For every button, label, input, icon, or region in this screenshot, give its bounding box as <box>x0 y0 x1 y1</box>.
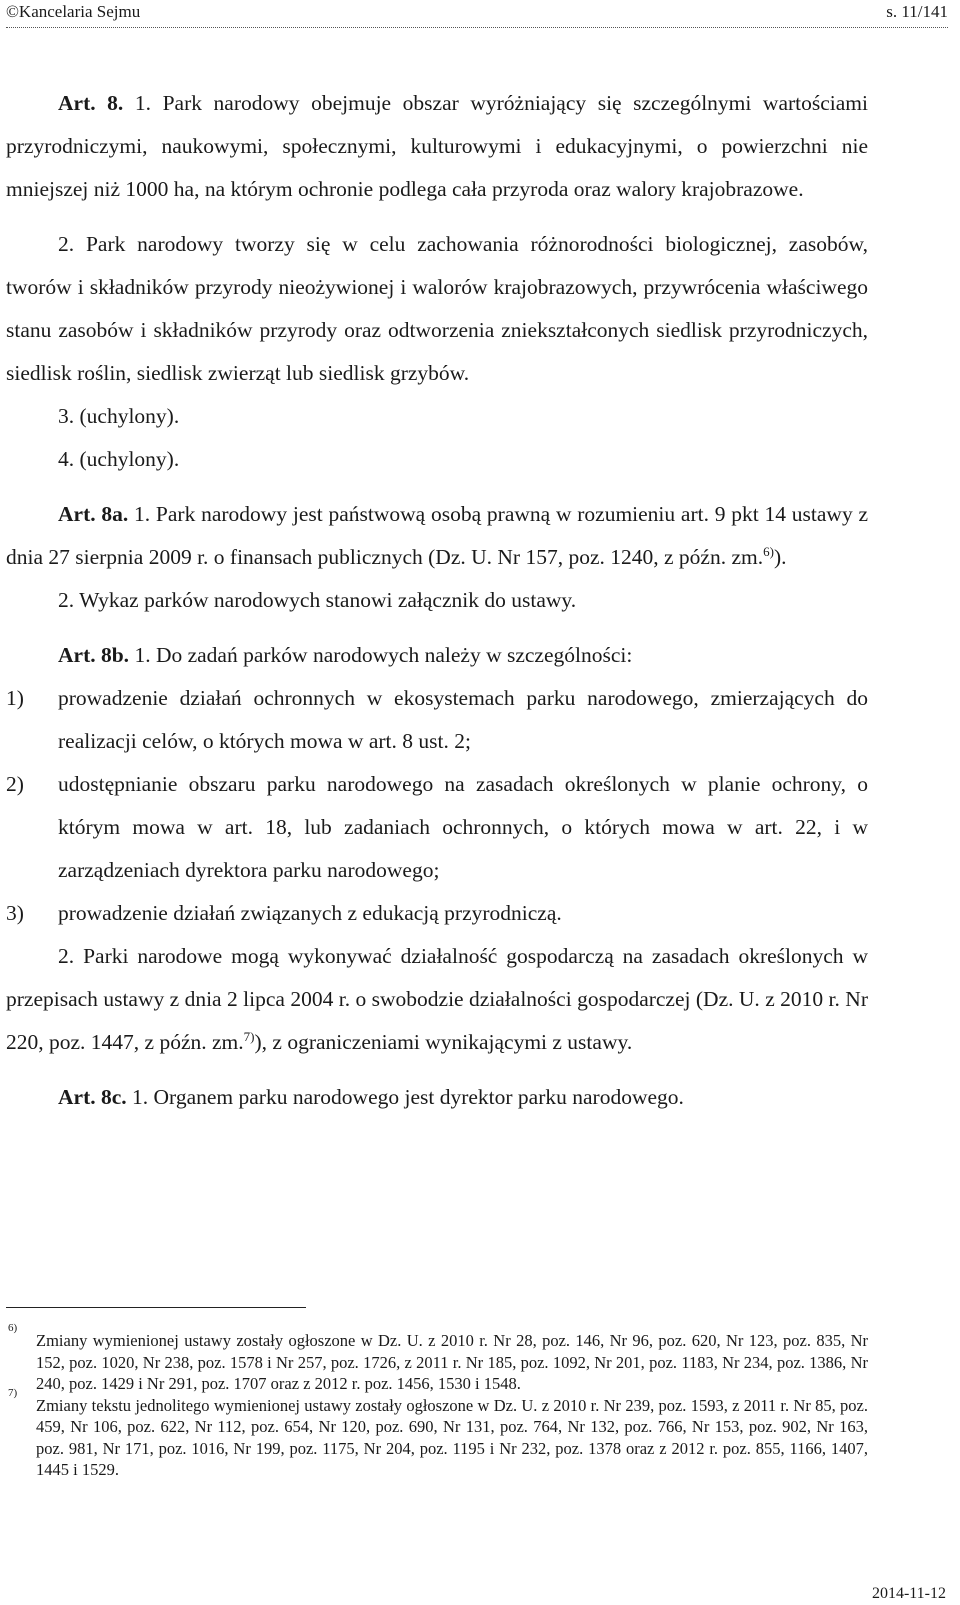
list-item-number: 1) <box>6 686 24 710</box>
list-item-text: prowadzenie działań ochronnych w ekosystemach parku narodowego, zmierzających do realizacji celów, o których mowa w art. 8 ust. 2; <box>58 686 868 753</box>
list-item-text: prowadzenie działań związanych z edukacją przyrodniczą. <box>58 901 562 925</box>
art-8-paragraph-1 <box>6 82 868 211</box>
list-item-number: 2) <box>6 772 24 796</box>
footnote-ref-6[interactable]: 6) <box>763 543 774 559</box>
art-8c-paragraph-1 <box>6 1076 868 1119</box>
art-8b-paragraph-2 <box>6 935 868 1064</box>
art-8a-paragraph-1 <box>6 493 868 579</box>
art-8b-intro-text: 1. Do zadań parków narodowych należy w szczególności: <box>134 643 633 667</box>
list-item-number: 3) <box>6 901 24 925</box>
art-8a-paragraph-2: 2. Wykaz parków narodowych stanowi załącznik do ustawy. <box>58 588 577 612</box>
footnote-6: 6) Zmiany wymienionej ustawy zostały ogłoszone w Dz. U. z 2010 r. Nr 28, poz. 146, Nr 96, poz. 620, Nr 123, poz. 835, Nr 152, poz. 1020, Nr 238, poz. 1578 i Nr 257, poz. 1726, z 2011 r. Nr 185, poz. 1092, Nr 201, poz. 1183, Nr 234, poz. 1386, Nr 240, poz. 1429 i Nr 291, poz. 1707 oraz z 2012 r. poz. 1456, 1530 i 1548. <box>8 1322 868 1393</box>
footnote-text: Zmiany tekstu jednolitego wymienionej ustawy zostały ogłoszone w Dz. U. z 2010 r. Nr 239, poz. 1593, z 2011 r. Nr 85, poz. 459, Nr 106, poz. 622, Nr 112, poz. 654, Nr 120, poz. 690, Nr 131, poz. 764, Nr 132, poz. 766, Nr 153, poz. 902, Nr 163, poz. 981, Nr 171, poz. 1016, Nr 199, poz. 1175, Nr 204, poz. 1195 i Nr 232, poz. 1378 oraz z 2012 r. poz. 855, 1166, 1407, 1445 i 1529. <box>36 1395 868 1479</box>
art-8-paragraph-4: 4. (uchylony). <box>58 447 180 471</box>
art-8-label: Art. 8. <box>58 91 124 115</box>
footnotes <box>6 1322 868 1481</box>
art-8a-paragraph-1-end: ). <box>773 545 787 569</box>
page-number: s. 11/141 <box>886 2 948 21</box>
art-8-paragraph-1-text: 1. Park narodowy obejmuje obszar wyróżniający się szczególnymi wartościami przyrodniczymi, naukowymi, społecznymi, kulturowymi i edukacyjnymi, o powierzchni nie mniejszej niż 1000 ha, na którym ochronie podlega cała przyroda oraz walory krajobrazowe. <box>6 91 869 201</box>
footnote-text: Zmiany wymienionej ustawy zostały ogłoszone w Dz. U. z 2010 r. Nr 28, poz. 146, Nr 96, poz. 620, Nr 123, poz. 835, Nr 152, poz. 1020, Nr 238, poz. 1578 i Nr 257, poz. 1726, z 2011 r. Nr 185, poz. 1092, Nr 201, poz. 1183, Nr 234, poz. 1386, Nr 240, poz. 1429 i Nr 291, poz. 1707 oraz z 2012 r. poz. 1456, 1530 i 1548. <box>36 1331 868 1393</box>
art-8b-intro <box>6 634 868 677</box>
header-source: ©Kancelaria Sejmu <box>6 2 141 21</box>
header-divider <box>6 27 948 28</box>
footnote-ref-7[interactable]: 7) <box>243 1028 255 1044</box>
document-date: 2014-11-12 <box>871 1585 946 1602</box>
list-item-text: udostępnianie obszaru parku narodowego na zasadach określonych w planie ochrony, o którym mowa w art. 18, lub zadaniach ochronnych, o których mowa w art. 22, i w zarządzeniach dyrektora parku narodowego; <box>58 772 868 882</box>
art-8b-label: Art. 8b. <box>58 643 130 667</box>
art-8a-paragraph-1-text: 1. Park narodowy jest państwową osobą prawną w rozumieniu art. 9 pkt 14 ustawy z dnia 27 sierpnia 2009 r. o finansach publicznych (Dz. U. Nr 157, poz. 1240, z późn. zm. <box>6 502 869 569</box>
footnote-7: 7) Zmiany tekstu jednolitego wymienionej ustawy zostały ogłoszone w Dz. U. z 2010 r. Nr 239, poz. 1593, z 2011 r. Nr 85, poz. 459, Nr 106, poz. 622, Nr 112, poz. 654, Nr 120, poz. 690, Nr 131, poz. 764, Nr 132, poz. 766, Nr 153, poz. 902, Nr 163, poz. 981, Nr 171, poz. 1016, Nr 199, poz. 1175, Nr 204, poz. 1195 i Nr 232, poz. 1378 oraz z 2012 r. poz. 855, 1166, 1407, 1445 i 1529. <box>8 1386 868 1479</box>
art-8a-label: Art. 8a. <box>58 502 129 526</box>
art-8-paragraph-3: 3. (uchylony). <box>58 404 180 428</box>
art-8c-text: 1. Organem parku narodowego jest dyrektor parku narodowego. <box>132 1085 684 1109</box>
art-8-paragraph-2: 2. Park narodowy tworzy się w celu zachowania różnorodności biologicznej, zasobów, tworów i składników przyrody nieożywionej i walorów krajobrazowych, przywrócenia właściwego stanu zasobów i składników przyrody oraz odtworzenia zniekształconych siedlisk przyrodniczych, siedlisk roślin, siedlisk zwierząt lub siedlisk grzybów. <box>6 232 868 385</box>
document-body <box>6 82 868 1119</box>
list-item <box>6 892 868 935</box>
art-8b-paragraph-2-text: 2. Parki narodowe mogą wykonywać działalność gospodarczą na zasadach określonych w przepisach ustawy z dnia 2 lipca 2004 r. o swobodzie działalności gospodarczej (Dz. U. z 2010 r. Nr 220, poz. 1447, z późn. zm. <box>6 944 868 1054</box>
list-item <box>6 677 868 763</box>
art-8c-label: Art. 8c. <box>58 1085 127 1109</box>
footnote-separator <box>6 1307 306 1308</box>
list-item <box>6 763 868 892</box>
art-8b-paragraph-2-end: ), z ograniczeniami wynikającymi z ustawy. <box>254 1030 633 1054</box>
